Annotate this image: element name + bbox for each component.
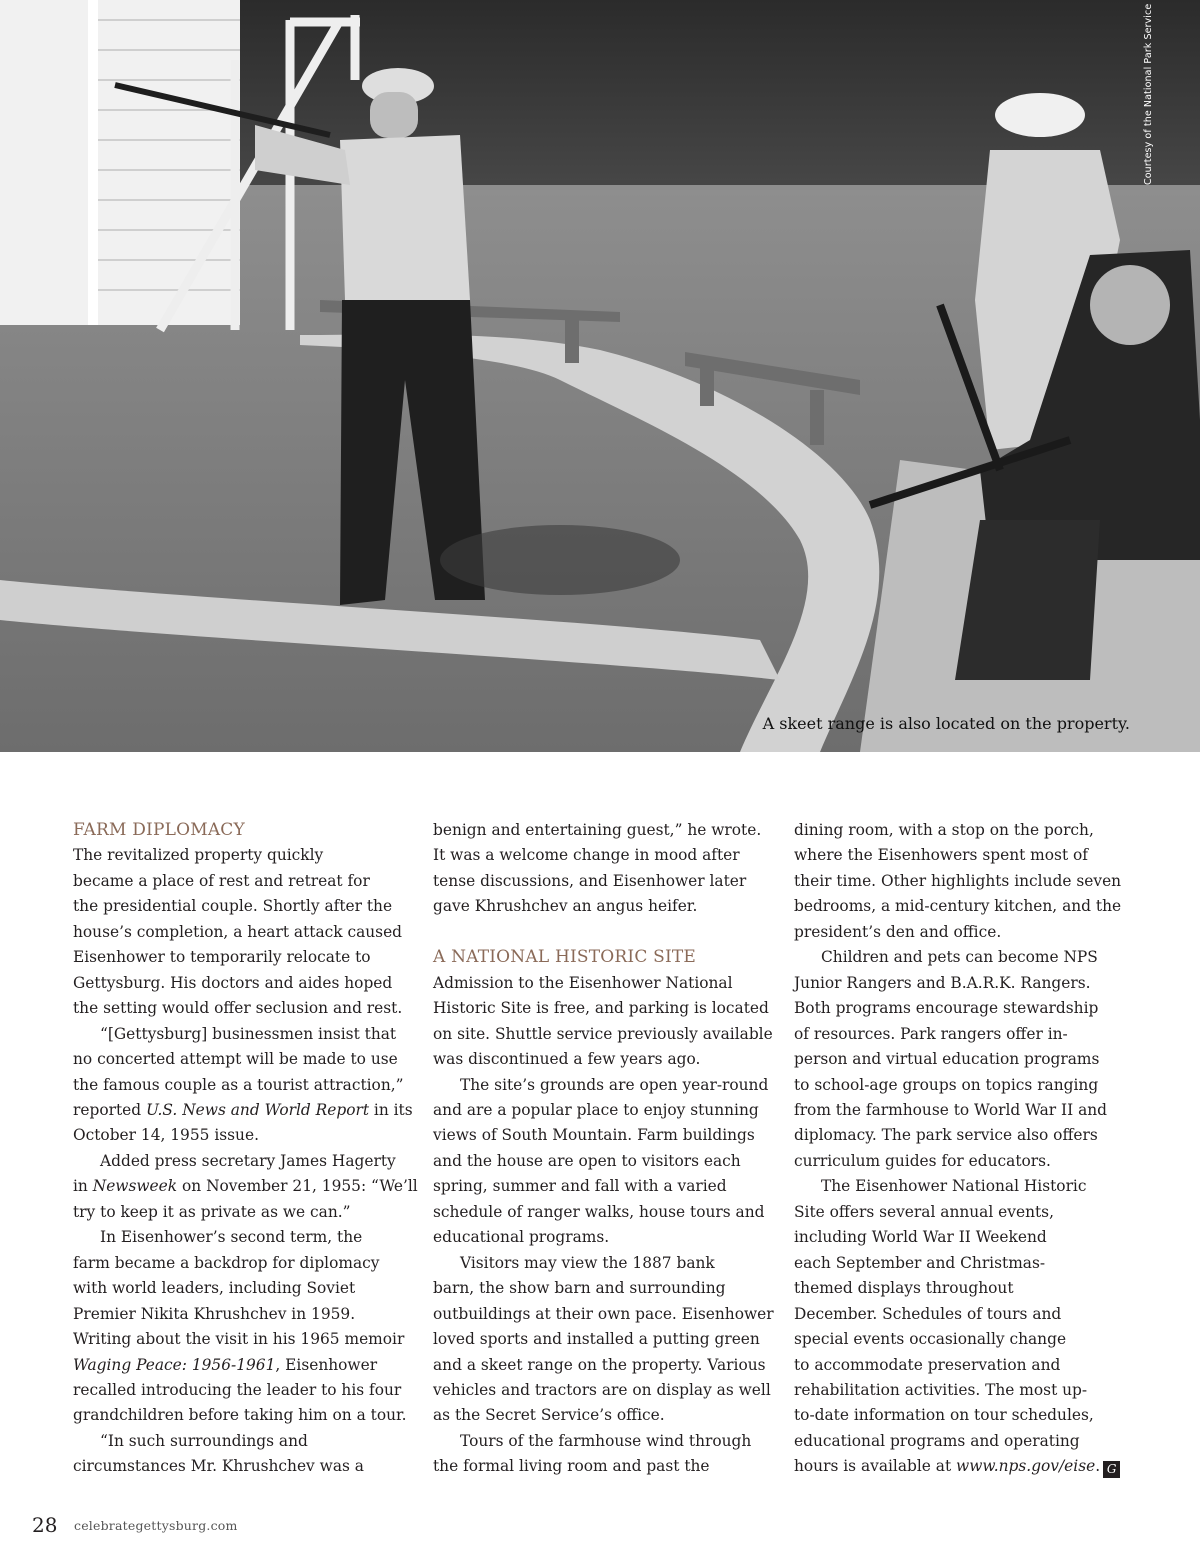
footer-website: celebrategettysburg.com bbox=[74, 1518, 238, 1533]
text-fragment: , Eisenhower bbox=[275, 1355, 378, 1374]
text-line: Added press secretary James Hagerty bbox=[100, 1151, 396, 1170]
text-line: Junior Rangers and B.A.R.K. Rangers. bbox=[794, 973, 1091, 992]
text-line: Visitors may view the 1887 bank bbox=[460, 1253, 715, 1272]
text-line: The site’s grounds are open year-round bbox=[460, 1075, 769, 1094]
text-line: Historic Site is free, and parking is located bbox=[433, 999, 769, 1018]
text-fragment: in bbox=[73, 1177, 93, 1196]
text-line: It was a welcome change in mood after bbox=[433, 846, 740, 865]
text-line: curriculum guides for educators. bbox=[794, 1151, 1051, 1170]
text-line: The revitalized property quickly bbox=[73, 846, 324, 865]
text-line: grandchildren before taking him on a tour. bbox=[73, 1406, 407, 1425]
text-line: and the house are open to visitors each bbox=[433, 1151, 741, 1170]
text-line: became a place of rest and retreat for bbox=[73, 871, 370, 890]
paragraph bbox=[794, 1174, 1134, 1479]
text-column-3 bbox=[794, 818, 1134, 1480]
paragraph bbox=[73, 1429, 413, 1480]
text-line: the setting would offer seclusion and rest. bbox=[73, 999, 403, 1018]
heading-farm-diplomacy: FARM DIPLOMACY bbox=[73, 820, 245, 840]
text-line: “[Gettysburg] businessmen insist that bbox=[100, 1024, 397, 1043]
text-line: the formal living room and past the bbox=[433, 1457, 710, 1476]
paragraph bbox=[433, 1073, 773, 1251]
heading-national-historic-site: A NATIONAL HISTORIC SITE bbox=[433, 947, 697, 968]
text-line: to accommodate preservation and bbox=[794, 1355, 1061, 1374]
text-line bbox=[73, 1353, 413, 1378]
text-line: educational programs and operating bbox=[794, 1431, 1080, 1450]
text-line: was discontinued a few years ago. bbox=[433, 1050, 701, 1069]
text-line: Admission to the Eisenhower National bbox=[433, 973, 733, 992]
house-corner bbox=[88, 0, 98, 325]
text-fragment: in its bbox=[369, 1100, 413, 1119]
text-line: to-date information on tour schedules, bbox=[794, 1406, 1094, 1425]
paragraph bbox=[73, 1149, 418, 1225]
paragraph bbox=[794, 945, 1134, 1174]
text-line: farm became a backdrop for diplomacy bbox=[73, 1253, 380, 1272]
text-line: as the Secret Service’s office. bbox=[433, 1406, 665, 1425]
text-line: spring, summer and fall with a varied bbox=[433, 1177, 727, 1196]
text-line: the famous couple as a tourist attraction,” bbox=[73, 1075, 404, 1094]
text-line: person and virtual education programs bbox=[794, 1050, 1100, 1069]
text-line: circumstances Mr. Khrushchev was a bbox=[73, 1457, 364, 1476]
text-line: gave Khrushchev an angus heifer. bbox=[433, 897, 698, 916]
text-line: Premier Nikita Khrushchev in 1959. bbox=[73, 1304, 356, 1323]
text-line: on site. Shuttle service previously available bbox=[433, 1024, 773, 1043]
text-line: October 14, 1955 issue. bbox=[73, 1126, 259, 1145]
shadow bbox=[440, 525, 680, 595]
text-line: themed displays throughout bbox=[794, 1279, 1014, 1298]
text-line: and are a popular place to enjoy stunning bbox=[433, 1100, 759, 1119]
text-line: views of South Mountain. Farm buildings bbox=[433, 1126, 755, 1145]
page-number: 28 bbox=[32, 1513, 58, 1537]
text-line: The Eisenhower National Historic bbox=[821, 1177, 1087, 1196]
text-line: dining room, with a stop on the porch, bbox=[794, 821, 1094, 839]
text-line: diplomacy. The park service also offers bbox=[794, 1126, 1098, 1145]
text-fragment: on November 21, 1955: “We’ll bbox=[177, 1177, 418, 1196]
text-line: to school-age groups on topics ranging bbox=[794, 1075, 1099, 1094]
text-line: Gettysburg. His doctors and aides hoped bbox=[73, 973, 393, 992]
publication-title: Newsweek bbox=[92, 1177, 178, 1196]
text-column-1 bbox=[73, 818, 418, 1480]
text-line: benign and entertaining guest,” he wrote. bbox=[433, 821, 762, 839]
text-line: loved sports and installed a putting green bbox=[433, 1330, 760, 1349]
text-column-2 bbox=[433, 818, 773, 1480]
house-wall bbox=[0, 0, 240, 325]
text-line: tense discussions, and Eisenhower later bbox=[433, 871, 747, 890]
paragraph bbox=[433, 971, 773, 1073]
text-line bbox=[73, 1098, 413, 1123]
photo-illustration bbox=[0, 0, 1200, 752]
text-line: house’s completion, a heart attack caused bbox=[73, 922, 403, 941]
text-line: bedrooms, a mid-century kitchen, and the bbox=[794, 897, 1122, 916]
text-line: vehicles and tractors are on display as well bbox=[433, 1380, 771, 1399]
text-fragment: . bbox=[1095, 1457, 1101, 1476]
text-line: Site offers several annual events, bbox=[794, 1202, 1054, 1221]
text-line: including World War II Weekend bbox=[794, 1228, 1047, 1247]
text-line: the presidential couple. Shortly after the bbox=[73, 897, 393, 916]
text-line bbox=[794, 1454, 1134, 1479]
paragraph bbox=[433, 1429, 773, 1480]
text-line: rehabilitation activities. The most up- bbox=[794, 1380, 1088, 1399]
text-line: where the Eisenhowers spent most of bbox=[794, 846, 1088, 865]
text-line: Eisenhower to temporarily relocate to bbox=[73, 948, 371, 967]
text-line: their time. Other highlights include seven bbox=[794, 871, 1122, 890]
text-fragment: reported bbox=[73, 1100, 146, 1119]
text-line: outbuildings at their own pace. Eisenhower bbox=[433, 1304, 774, 1323]
text-line: December. Schedules of tours and bbox=[794, 1304, 1062, 1323]
text-line: and a skeet range on the property. Various bbox=[433, 1355, 766, 1374]
paragraph bbox=[73, 1225, 413, 1429]
paragraph bbox=[73, 1022, 413, 1149]
publication-title: U.S. News and World Report bbox=[145, 1100, 370, 1119]
text-line: schedule of ranger walks, house tours and bbox=[433, 1202, 765, 1221]
text-line: special events occasionally change bbox=[794, 1330, 1067, 1349]
text-line: Writing about the visit in his 1965 memoir bbox=[73, 1330, 405, 1349]
text-line: no concerted attempt will be made to use bbox=[73, 1050, 398, 1069]
photo-credit: Courtesy of the National Park Service bbox=[1143, 3, 1154, 185]
text-line: with world leaders, including Soviet bbox=[73, 1279, 356, 1298]
book-title: Waging Peace: 1956-1961 bbox=[73, 1355, 276, 1374]
nps-website-link[interactable]: www.nps.gov/eise bbox=[956, 1457, 1096, 1476]
text-line: from the farmhouse to World War II and bbox=[794, 1100, 1108, 1119]
text-line: try to keep it as private as we can.” bbox=[73, 1202, 351, 1221]
text-line: Tours of the farmhouse wind through bbox=[460, 1431, 752, 1450]
text-line: “In such surroundings and bbox=[100, 1431, 308, 1450]
text-line: Both programs encourage stewardship bbox=[794, 999, 1099, 1018]
text-line: In Eisenhower’s second term, the bbox=[100, 1228, 363, 1247]
text-line: each September and Christmas- bbox=[794, 1253, 1046, 1272]
paragraph bbox=[794, 818, 1134, 945]
photo-caption: A skeet range is also located on the property. bbox=[762, 714, 1130, 733]
end-of-article-icon: G bbox=[1103, 1461, 1120, 1478]
text-line: president’s den and office. bbox=[794, 922, 1002, 941]
text-line: Children and pets can become NPS bbox=[821, 948, 1098, 967]
paragraph bbox=[73, 843, 413, 1021]
text-line: barn, the show barn and surrounding bbox=[433, 1279, 726, 1298]
text-line: of resources. Park rangers offer in- bbox=[794, 1024, 1068, 1043]
paragraph bbox=[433, 818, 773, 920]
text-fragment: hours is available at bbox=[794, 1457, 957, 1476]
text-line bbox=[73, 1174, 418, 1199]
skeet-range-photo bbox=[0, 0, 1200, 752]
text-line: educational programs. bbox=[433, 1228, 610, 1247]
paragraph bbox=[433, 1251, 773, 1429]
text-line: recalled introducing the leader to his four bbox=[73, 1380, 402, 1399]
